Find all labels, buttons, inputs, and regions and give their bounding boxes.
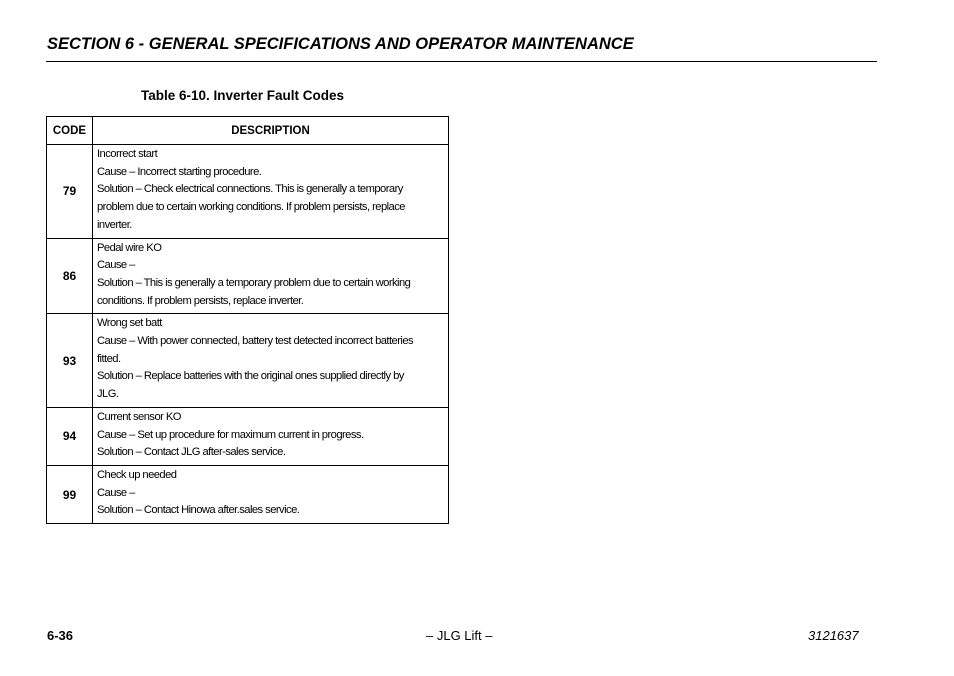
fault-cause: Cause – Set up procedure for maximum current in progress. [97,428,364,441]
table-row [47,465,449,523]
fault-solution-line: Solution – Contact JLG after-sales service. [97,446,286,459]
page-number: 6-36 [47,628,74,643]
fault-solution-line: JLG. [97,388,119,401]
section-title: SECTION 6 - GENERAL SPECIFICATIONS AND OPERATOR MAINTENANCE [47,35,634,53]
fault-name: Wrong set batt [97,317,162,330]
fault-code: 79 [47,145,93,239]
fault-description [93,238,449,314]
fault-description [93,314,449,408]
fault-solution-line: conditions. If problem persists, replace inverter. [97,294,304,307]
fault-description [93,145,449,239]
fault-code: 99 [47,465,93,523]
fault-solution-line: inverter. [97,218,132,231]
fault-name: Check up needed [97,468,177,481]
fault-cause: fitted. [97,352,121,365]
fault-code: 93 [47,314,93,408]
fault-description [93,407,449,465]
table-caption: Table 6-10. Inverter Fault Codes [141,88,345,103]
fault-solution-line: Solution – Contact Hinowa after.sales service. [97,504,300,517]
fault-solution-line: Solution – This is generally a temporary problem due to certain working [97,276,411,289]
column-header-code: CODE [47,117,93,145]
fault-cause: Cause – [97,486,135,499]
inverter-fault-codes-table [46,116,449,524]
fault-code: 86 [47,238,93,314]
fault-cause: Cause – With power connected, battery test detected incorrect batteries [97,335,414,348]
fault-description [93,465,449,523]
table-row [47,238,449,314]
fault-name: Pedal wire KO [97,241,162,254]
fault-solution-line: problem due to certain working conditions. If problem persists, replace [97,201,405,214]
fault-solution-line: Solution – Replace batteries with the original ones supplied directly by [97,370,404,383]
fault-name: Incorrect start [97,148,158,160]
header-rule [46,61,877,62]
footer-brand: – JLG Lift – [426,628,493,643]
table-row [47,314,449,408]
table-row [47,145,449,239]
fault-cause: Cause – [97,259,135,272]
column-header-description: DESCRIPTION [93,117,449,145]
fault-cause: Cause – Incorrect starting procedure. [97,165,262,178]
fault-name: Current sensor KO [97,410,181,423]
document-number: 3121637 [808,628,859,643]
table-header-row [47,117,449,145]
table-row [47,407,449,465]
fault-code: 94 [47,407,93,465]
fault-solution-line: Solution – Check electrical connections. This is generally a temporary [97,183,403,196]
